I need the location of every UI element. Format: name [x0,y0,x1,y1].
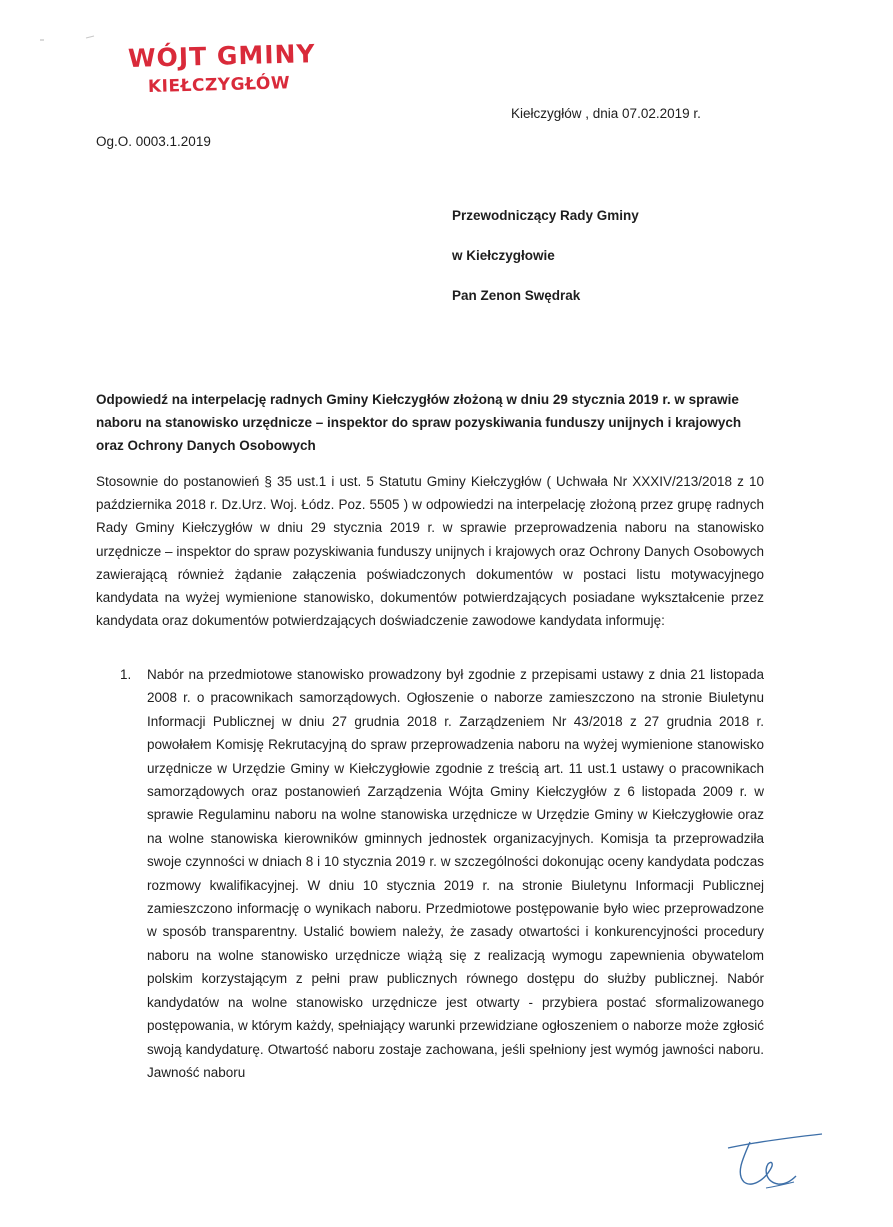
intro-paragraph: Stosownie do postanowień § 35 ust.1 i ust. 5 Statutu Gminy Kiełczygłów ( Uchwała Nr XXXIV/213/2018 z 10 października 2018 r. Dz.Urz. Woj. Łódz. Poz. 5505 ) w odpowiedzi na interpelację złożoną przez grupę radnych Rady Gminy Kiełczygłów w dniu 29 stycznia 2019 r. w sprawie przeprowadzenia naboru na stanowisko urzędnicze – inspektor do spraw pozyskiwania funduszy unijnych i krajowych oraz Ochrony Danych Osobowych zawierającą również żądanie załączenia poświadczonych dokumentów w postaci listu motywacyjnego kandydata na wyżej wymienione stanowisko, dokumentów potwierdzających posiadane wykształcenie przez kandydata oraz dokumentów potwierdzających doświadczenie zawodowe kandydata informuję: [96,474,764,629]
place-and-date: Kiełczygłów , dnia 07.02.2019 r. [511,106,701,121]
stamp-line-2: KIEŁCZYGŁÓW [147,73,291,97]
addressee-block [452,208,639,328]
reference-number: Og.O. 0003.1.2019 [96,134,211,149]
addressee-line-3: Pan Zenon Swędrak [452,288,581,303]
addressee-line-2: w Kiełczygłowie [452,248,555,263]
scan-marks [36,34,96,46]
list-item-number: 1. [120,667,132,682]
stamp-line-1: WÓJT GMINY [127,39,316,73]
letter-subject: Odpowiedź na interpelację radnych Gminy Kiełczygłów złożoną w dniu 29 stycznia 2019 r. w sprawie naboru na stanowisko urzędnicze – inspektor do spraw pozyskiwania funduszy unijnych i krajowych oraz Ochrony Danych Osobowych [96,392,742,453]
list-item-text: Nabór na przedmiotowe stanowisko prowadzony był zgodnie z przepisami ustawy z dnia 21 listopada 2008 r. o pracownikach samorządowych. Ogłoszenie o naborze zamieszczono na stronie Biuletynu Informacji Publicznej w dniu 27 grudnia 2018 r. Zarządzeniem Nr 43/2018 z 27 grudnia 2018 r. powołałem Komisję Rekrutacyjną do spraw przeprowadzenia naboru na wyżej wymienione stanowisko urzędnicze w Urzędzie Gminy w Kiełczygłowie zgodnie z treścią art. 11 ust.1 ustawy o pracownikach samorządowych oraz postanowień Zarządzenia Wójta Gminy Kiełczygłów z 6 listopada 2009 r. w sprawie Regulaminu naboru na wolne stanowiska urzędnicze w Urzędzie Gminy w Kiełczygłowie oraz na wolne stanowiska kierowników gminnych jednostek organizacyjnych. Komisja ta przeprowadziła swoje czynności w dniach 8 i 10 stycznia 2019 r. w szczególności dokonując oceny kandydata podczas rozmowy kwalifikacyjnej. W dniu 10 stycznia 2019 r. na stronie Biuletynu Informacji Publicznej zamieszczono informację o wynikach naboru. Przedmiotowe postępowanie było wiec przeprowadzone w sposób transparentny. Ustalić bowiem należy, że zasady otwartości i konkurencyjności procedury naboru na wolne stanowisko urzędnicze wiążą się z realizacją wymogu zapewnienia obywatelom polskim korzystającym z pełni praw publicznych równego dostępu do służby publicznej. Nabór kandydatów na wolne stanowisko urzędnicze jest otwarty - przybiera postać sformalizowanego postępowania, w którym każdy, spełniający warunki przewidziane ogłoszeniem o naborze może zgłosić swoją kandydaturę. Otwartość naboru zostaje zachowana, jeśli spełniony jest wymóg jawności naboru. Jawność naboru [147,667,764,1080]
addressee-line-1: Przewodniczący Rady Gminy [452,208,639,223]
list-item [120,663,764,1084]
handwritten-signature [726,1130,826,1192]
office-stamp [127,39,316,97]
numbered-list [120,663,764,1084]
